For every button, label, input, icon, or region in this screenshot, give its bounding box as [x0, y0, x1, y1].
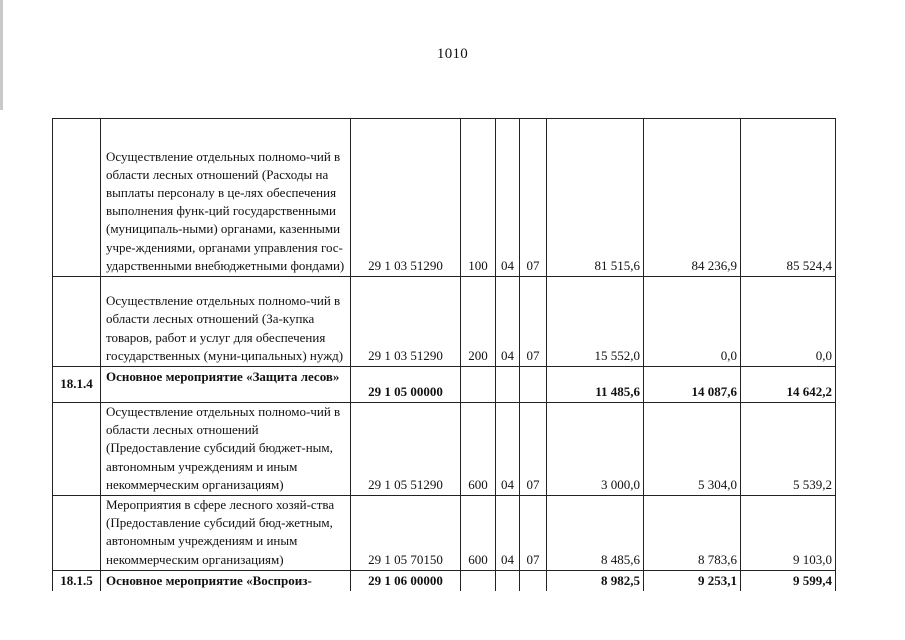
budget-code: 29 1 03 51290 [351, 277, 461, 367]
budget-code: 29 1 03 51290 [351, 119, 461, 277]
amount-year-2: 8 783,6 [644, 496, 741, 571]
section-code [496, 570, 520, 591]
amount-year-2: 9 253,1 [644, 570, 741, 591]
table-row [53, 403, 836, 496]
amount-year-3: 9 103,0 [741, 496, 836, 571]
amount-year-2: 14 087,6 [644, 367, 741, 403]
table-row [53, 277, 836, 367]
expense-type [461, 570, 496, 591]
amount-year-1: 8 485,6 [547, 496, 644, 571]
budget-code: 29 1 06 00000 [351, 570, 461, 591]
section-code [496, 367, 520, 403]
amount-year-1: 11 485,6 [547, 367, 644, 403]
row-name: Основное мероприятие «Воспроиз- [101, 570, 351, 591]
expense-type: 200 [461, 277, 496, 367]
amount-year-3: 5 539,2 [741, 403, 836, 496]
expense-type: 600 [461, 403, 496, 496]
row-name: Осуществление отдельных полномо-чий в области лесных отношений (За-купка товаров, работ и услуг для обеспечения государственных (муни-ципальных) нужд) [101, 277, 351, 367]
subsection-code [520, 570, 547, 591]
amount-year-1: 15 552,0 [547, 277, 644, 367]
amount-year-3: 9 599,4 [741, 570, 836, 591]
row-name: Осуществление отдельных полномо-чий в области лесных отношений (Предоставление субсидий бюджет-ным, автономным учреждениям и иным некоммерческим организациям) [101, 403, 351, 496]
table-row [53, 496, 836, 571]
amount-year-2: 84 236,9 [644, 119, 741, 277]
amount-year-3: 0,0 [741, 277, 836, 367]
table-row-main-activity [53, 367, 836, 403]
amount-year-1: 3 000,0 [547, 403, 644, 496]
row-name: Мероприятия в сфере лесного хозяй-ства (Предоставление субсидий бюд-жетным, автономным учреждениям и иным некоммерческим организациям) [101, 496, 351, 571]
amount-year-2: 5 304,0 [644, 403, 741, 496]
amount-year-3: 85 524,4 [741, 119, 836, 277]
row-number: 18.1.4 [53, 367, 101, 403]
row-name: Осуществление отдельных полномо-чий в области лесных отношений (Расходы на выплаты персоналу в це-лях обеспечения выполнения функ-ций государственными (муниципаль-ными) органами, казенными учре-ждениями, органами управления гос-ударственными внебюджетными фондами) [101, 119, 351, 277]
expense-type: 600 [461, 496, 496, 571]
budget-table [52, 118, 836, 591]
expense-type: 100 [461, 119, 496, 277]
row-number [53, 403, 101, 496]
section-code: 04 [496, 496, 520, 571]
row-number [53, 119, 101, 277]
row-name: Основное мероприятие «Защита лесов» [101, 367, 351, 403]
row-number [53, 277, 101, 367]
amount-year-1: 81 515,6 [547, 119, 644, 277]
expense-type [461, 367, 496, 403]
subsection-code: 07 [520, 496, 547, 571]
row-number [53, 496, 101, 571]
table-row [53, 119, 836, 277]
budget-code: 29 1 05 70150 [351, 496, 461, 571]
section-code: 04 [496, 403, 520, 496]
subsection-code [520, 367, 547, 403]
page-number: 1010 [436, 46, 469, 62]
amount-year-3: 14 642,2 [741, 367, 836, 403]
section-code: 04 [496, 119, 520, 277]
budget-code: 29 1 05 51290 [351, 403, 461, 496]
amount-year-2: 0,0 [644, 277, 741, 367]
budget-code: 29 1 05 00000 [351, 367, 461, 403]
subsection-code: 07 [520, 277, 547, 367]
amount-year-1: 8 982,5 [547, 570, 644, 591]
table-body [53, 119, 836, 592]
row-number: 18.1.5 [53, 570, 101, 591]
table-row-main-activity [53, 570, 836, 591]
subsection-code: 07 [520, 119, 547, 277]
subsection-code: 07 [520, 403, 547, 496]
section-code: 04 [496, 277, 520, 367]
